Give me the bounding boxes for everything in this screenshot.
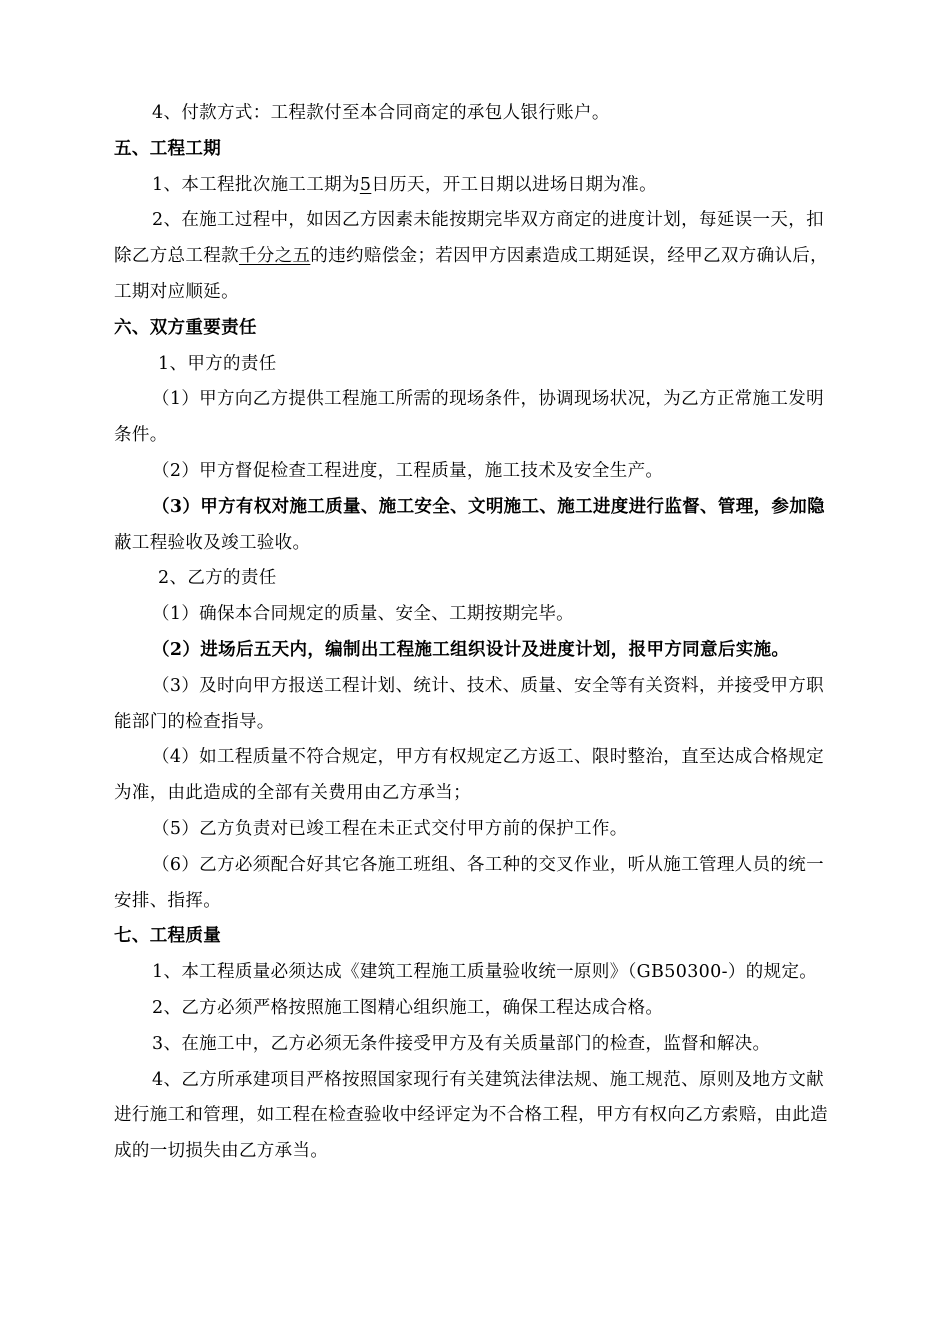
clause-6-2-6-line-1: （6）乙方必须配合好其它各施工班组、各工种的交叉作业，听从施工管理人员的统一 <box>152 854 824 875</box>
clause-7-4-line-3: 成的一切损失由乙方承当。 <box>114 1141 329 1162</box>
clause-6-2-3-line-2: 能部门的检查指导。 <box>114 711 275 732</box>
party-b-responsibility-heading: 2、乙方的责任 <box>158 568 277 589</box>
clause-6-2-3-line-1: （3）及时向甲方报送工程计划、统计、技术、质量、安全等有关资料，并接受甲方职 <box>152 675 824 696</box>
clause-6-1-1-line-1: （1）甲方向乙方提供工程施工所需的现场条件，协调现场状况，为乙方正常施工发明 <box>152 389 824 410</box>
clause-6-1-3-line-2: 蔽工程验收及竣工验收。 <box>114 532 311 553</box>
clause-5-1-text-a: 1、本工程批次施工工期为 <box>152 174 360 195</box>
clause-6-2-6-line-2: 安排、指挥。 <box>114 890 222 911</box>
clause-5-1 <box>114 168 884 204</box>
payment-method-clause: 4、付款方式：工程款付至本合同商定的承包人银行账户。 <box>152 103 610 123</box>
clause-6-2-1: （1）确保本合同规定的质量、安全、工期按期完毕。 <box>152 604 575 625</box>
clause-7-2: 2、乙方必须严格按照施工图精心组织施工，确保工程达成合格。 <box>152 997 664 1018</box>
party-a-responsibility-heading: 1、甲方的责任 <box>158 353 277 374</box>
clause-5-2-line-3: 工期对应顺延。 <box>114 281 239 302</box>
penalty-rate: 千分之五 <box>238 246 311 267</box>
section-7-heading: 七、工程质量 <box>114 926 222 947</box>
clause-7-3: 3、在施工中，乙方必须无条件接受甲方及有关质量部门的检查，监督和解决。 <box>152 1033 771 1054</box>
clause-6-2-5: （5）乙方负责对已竣工程在未正式交付甲方前的保护工作。 <box>152 818 628 839</box>
document-page <box>114 96 884 1170</box>
clause-6-2-4-line-2: 为准，由此造成的全部有关费用由乙方承当； <box>114 783 471 804</box>
clause-5-2-text-b: 的违约赔偿金；若因甲方因素造成工期延误，经甲乙双方确认后， <box>310 246 829 267</box>
clause-5-2-text-a: 除乙方总工程款 <box>114 246 239 267</box>
section-5-heading: 五、工程工期 <box>114 138 222 159</box>
clause-5-1-text-b: 日历天，开工日期以进场日期为准。 <box>371 174 657 195</box>
clause-6-1-2: （2）甲方督促检查工程进度，工程质量，施工技术及安全生产。 <box>152 460 664 481</box>
clause-6-1-3-line-1: （3）甲方有权对施工质量、施工安全、文明施工、施工进度进行监督、管理，参加隐 <box>152 496 825 517</box>
clause-6-2-4-line-1: （4）如工程质量不符合规定，甲方有权规定乙方返工、限时整治，直至达成合格规定 <box>152 747 824 768</box>
clause-5-2-line-1: 2、在施工过程中，如因乙方因素未能按期完毕双方商定的进度计划，每延误一天，扣 <box>152 210 824 231</box>
clause-7-4-line-2: 进行施工和管理，如工程在检查验收中经评定为不合格工程，甲方有权向乙方索赔，由此造 <box>114 1105 828 1126</box>
duration-days: 5 <box>359 174 372 195</box>
clause-5-2-line-2 <box>114 239 884 275</box>
clause-6-1-1-line-2: 条件。 <box>114 425 168 446</box>
section-6-heading: 六、双方重要责任 <box>114 317 257 338</box>
clause-6-2-2: （2）进场后五天内，编制出工程施工组织设计及进度计划，报甲方同意后实施。 <box>152 639 790 660</box>
clause-7-4-line-1: 4、乙方所承建项目严格按照国家现行有关建筑法律法规、施工规范、原则及地方文献 <box>152 1069 824 1090</box>
clause-7-1: 1、本工程质量必须达成《建筑工程施工质量验收统一原则》（GB50300-）的规定。 <box>152 962 818 983</box>
